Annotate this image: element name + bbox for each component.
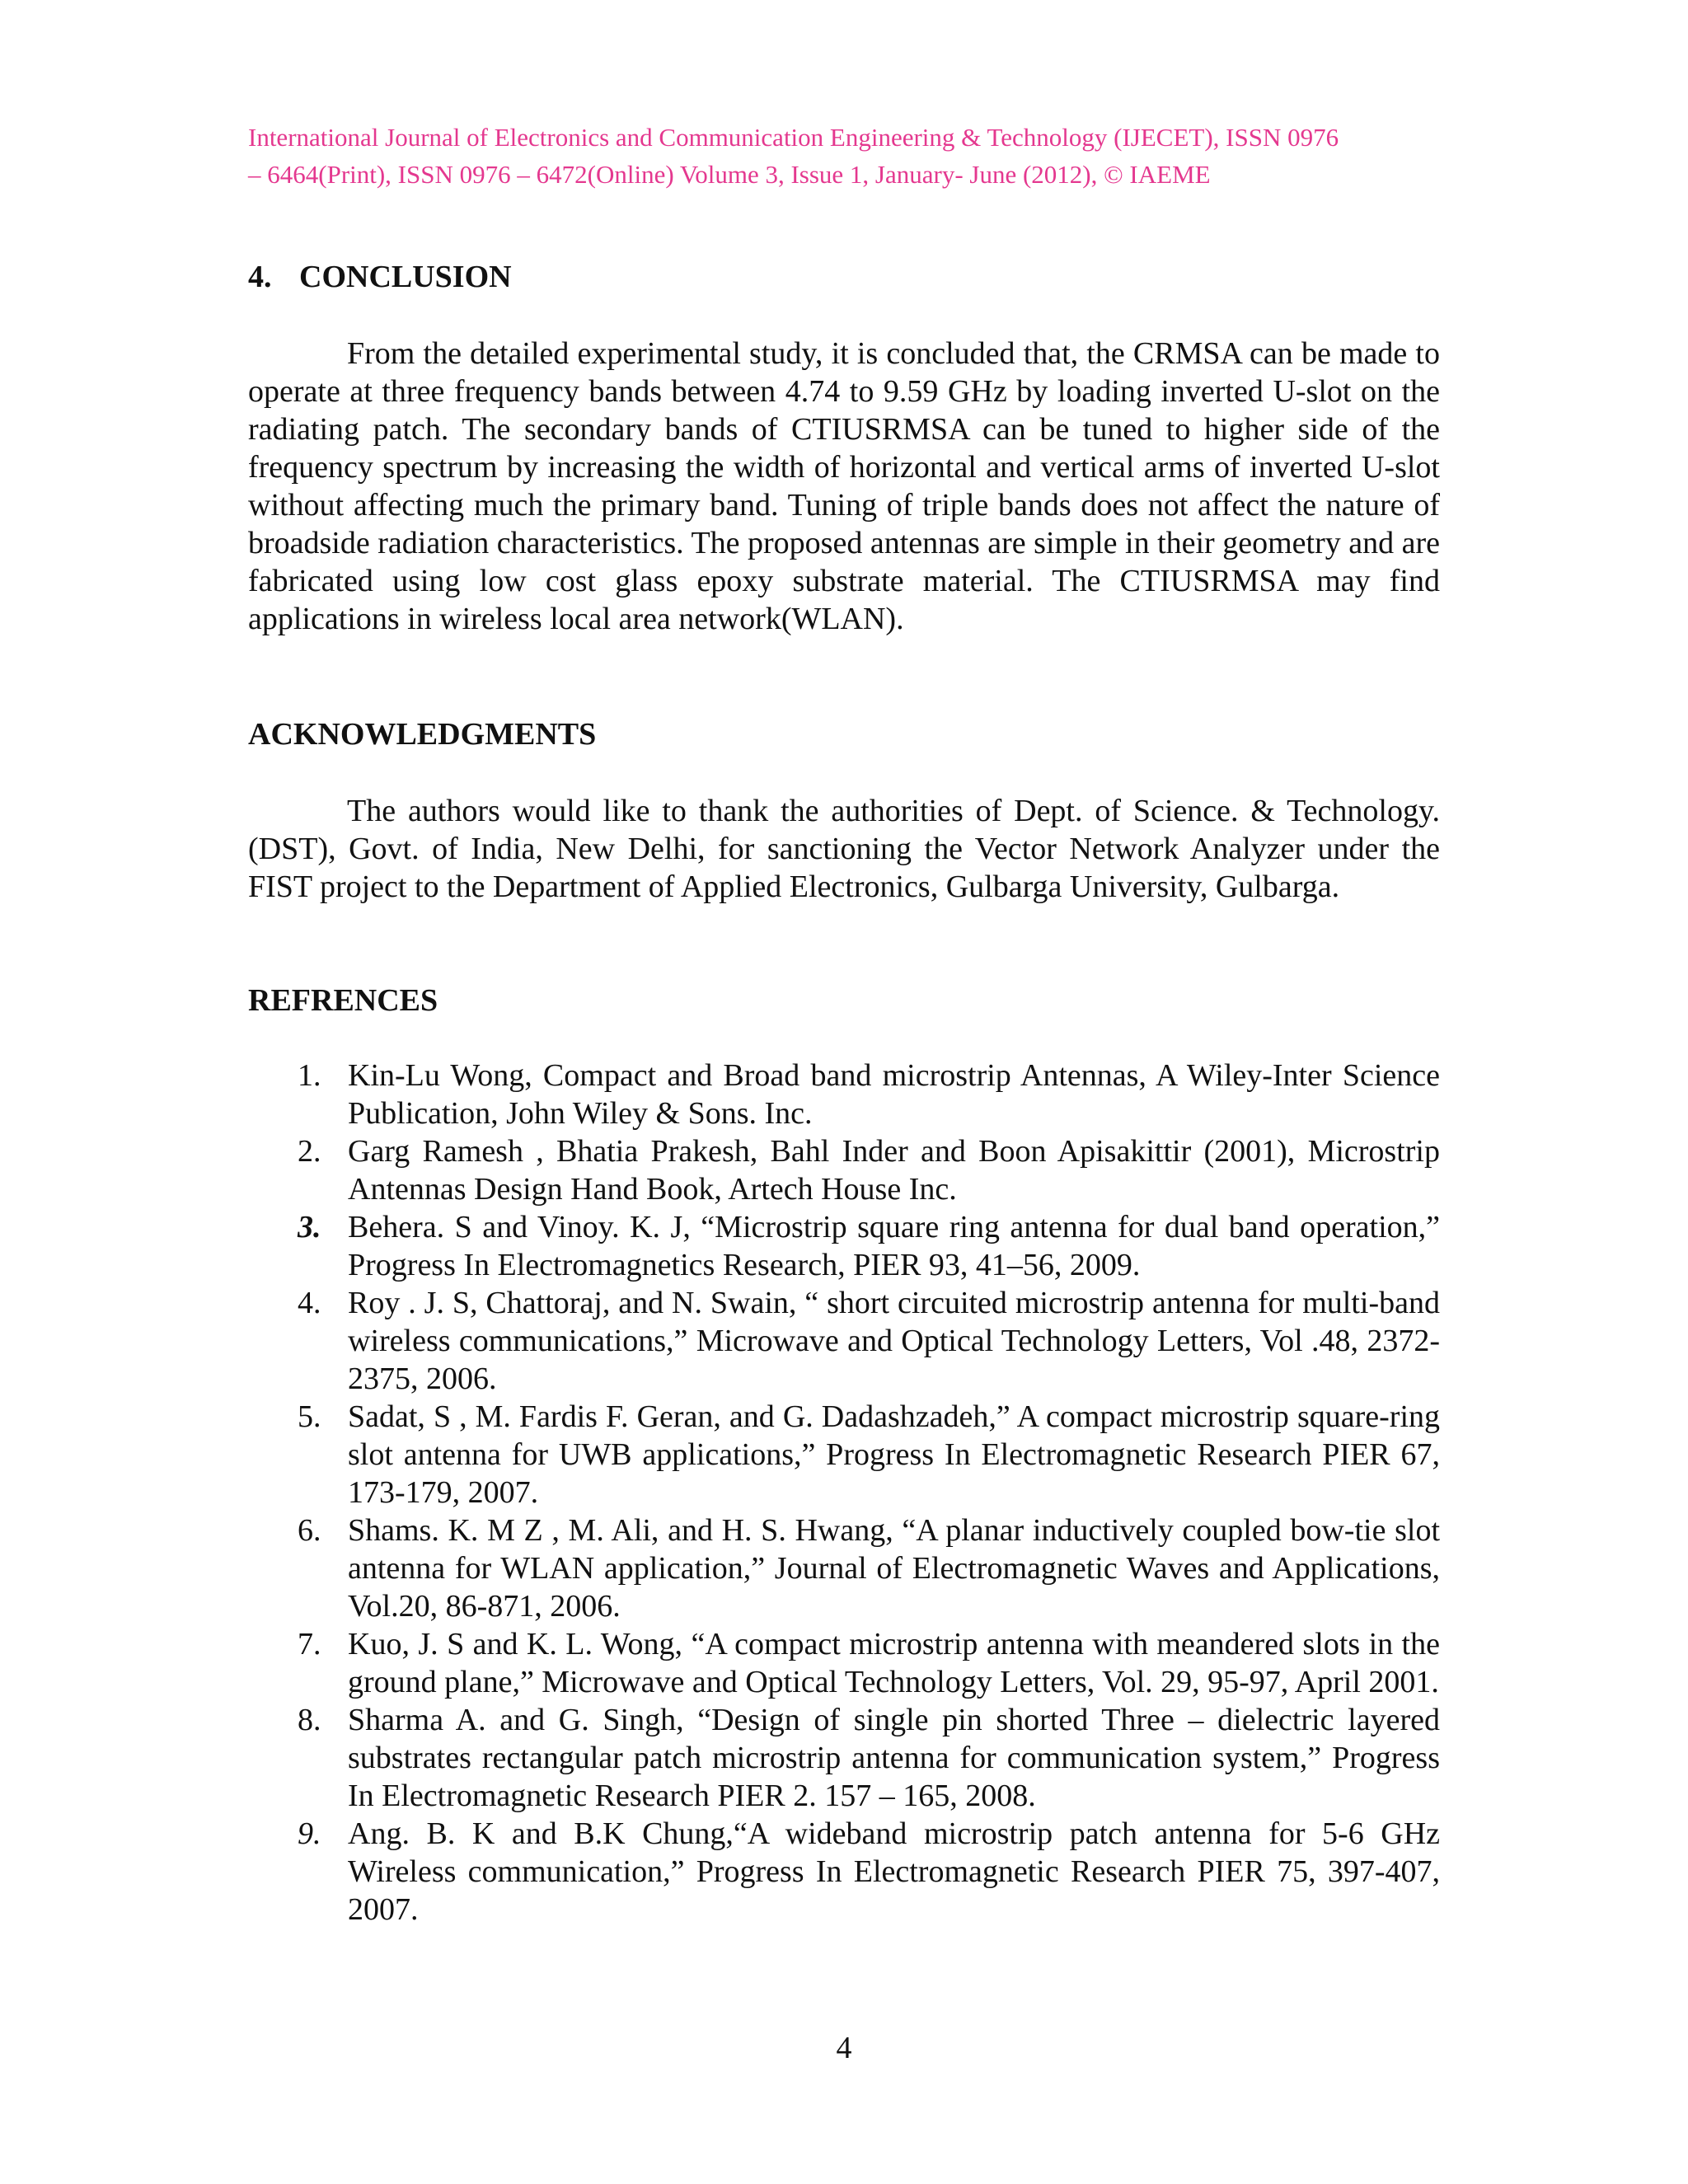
reference-text: Behera. S and Vinoy. K. J, “Microstrip square ring antenna for dual band operation,” Progress In Electromagnetics Research, PIER 93, 41–56, 2009. [348, 1210, 1440, 1282]
references-heading: REFRENCES [248, 983, 438, 1018]
reference-item-6 [248, 1511, 1440, 1625]
conclusion-title: CONCLUSION [299, 260, 512, 294]
reference-item-3 [248, 1208, 1440, 1284]
reference-text: Sadat, S , M. Fardis F. Geran, and G. Dadashzadeh,” A compact microstrip square-ring slot antenna for UWB applications,” Progress In Electromagnetic Research PIER 67, 173-179, 2007. [348, 1399, 1440, 1510]
acknowledgments-paragraph: The authors would like to thank the authorities of Dept. of Science. & Technology. (DST), Govt. of India, New Delhi, for sanctioning the Vector Network Analyzer under the FIST project to the Department of Applied Electronics, Gulbarga University, Gulbarga. [248, 794, 1440, 904]
reference-item-5 [248, 1398, 1440, 1511]
reference-item-7 [248, 1625, 1440, 1701]
reference-item-4 [248, 1284, 1440, 1398]
reference-number: 7. [298, 1627, 321, 1661]
reference-number: 2. [298, 1134, 321, 1169]
conclusion-paragraph: From the detailed experimental study, it is concluded that, the CRMSA can be made to operate at three frequency bands between 4.74 to 9.59 GHz by loading inverted U-slot on the radiating patch. The secondary bands of CTIUSRMSA can be tuned to higher side of the frequency spectrum by increasing the width of horizontal and vertical arms of inverted U-slot without affecting much the primary band. Tuning of triple bands does not affect the nature of broadside radiation characteristics. The proposed antennas are simple in their geometry and are fabricated using low cost glass epoxy substrate material. The CTIUSRMSA may find applications in wireless local area network(WLAN). [248, 336, 1440, 636]
journal-header [248, 119, 1440, 193]
reference-number: 4. [298, 1286, 321, 1320]
acknowledgments-heading: ACKNOWLEDGMENTS [248, 717, 597, 752]
page-number: 4 [836, 2031, 852, 2065]
reference-number: 6. [298, 1513, 321, 1548]
reference-text: Sharma A. and G. Singh, “Design of single pin shorted Three – dielectric layered substrates rectangular patch microstrip antenna for communication system,” Progress In Electromagnetic Research PIER 2. 157 – 165, 2008. [348, 1703, 1440, 1813]
paper-page [248, 0, 1440, 2184]
reference-item-9 [248, 1815, 1440, 1929]
reference-number: 5. [298, 1399, 321, 1434]
journal-header-line-1: International Journal of Electronics and Communication Engineering & Technology (IJECET), ISSN 0976 [248, 123, 1339, 152]
conclusion-heading [248, 258, 512, 296]
reference-item-1 [248, 1057, 1440, 1132]
reference-number: 1. [298, 1058, 321, 1093]
reference-text: Kuo, J. S and K. L. Wong, “A compact microstrip antenna with meandered slots in the ground plane,” Microwave and Optical Technology Letters, Vol. 29, 95-97, April 2001. [348, 1627, 1440, 1699]
reference-text: Kin-Lu Wong, Compact and Broad band microstrip Antennas, A Wiley-Inter Science Publication, John Wiley & Sons. Inc. [348, 1058, 1440, 1131]
conclusion-section-number: 4. [248, 260, 272, 294]
reference-item-8 [248, 1701, 1440, 1815]
reference-text: Garg Ramesh , Bhatia Prakesh, Bahl Inder and Boon Apisakittir (2001), Microstrip Antennas Design Hand Book, Artech House Inc. [348, 1134, 1440, 1207]
references-list [248, 1057, 1440, 1929]
reference-number: 9. [298, 1816, 321, 1851]
journal-header-line-2: – 6464(Print), ISSN 0976 – 6472(Online) Volume 3, Issue 1, January- June (2012), © IAEME [248, 160, 1211, 189]
reference-number: 3. [298, 1210, 321, 1244]
reference-text: Ang. B. K and B.K Chung,“A wideband microstrip patch antenna for 5-6 GHz Wireless communication,” Progress In Electromagnetic Research PIER 75, 397-407, 2007. [348, 1816, 1440, 1927]
reference-text: Shams. K. M Z , M. Ali, and H. S. Hwang, “A planar inductively coupled bow-tie slot antenna for WLAN application,” Journal of Electromagnetic Waves and Applications, Vol.20, 86-871, 2006. [348, 1513, 1440, 1624]
reference-text: Roy . J. S, Chattoraj, and N. Swain, “ short circuited microstrip antenna for multi-band wireless communications,” Microwave and Optical Technology Letters, Vol .48, 2372-2375, 2006. [348, 1286, 1440, 1396]
reference-number: 8. [298, 1703, 321, 1737]
reference-item-2 [248, 1132, 1440, 1208]
